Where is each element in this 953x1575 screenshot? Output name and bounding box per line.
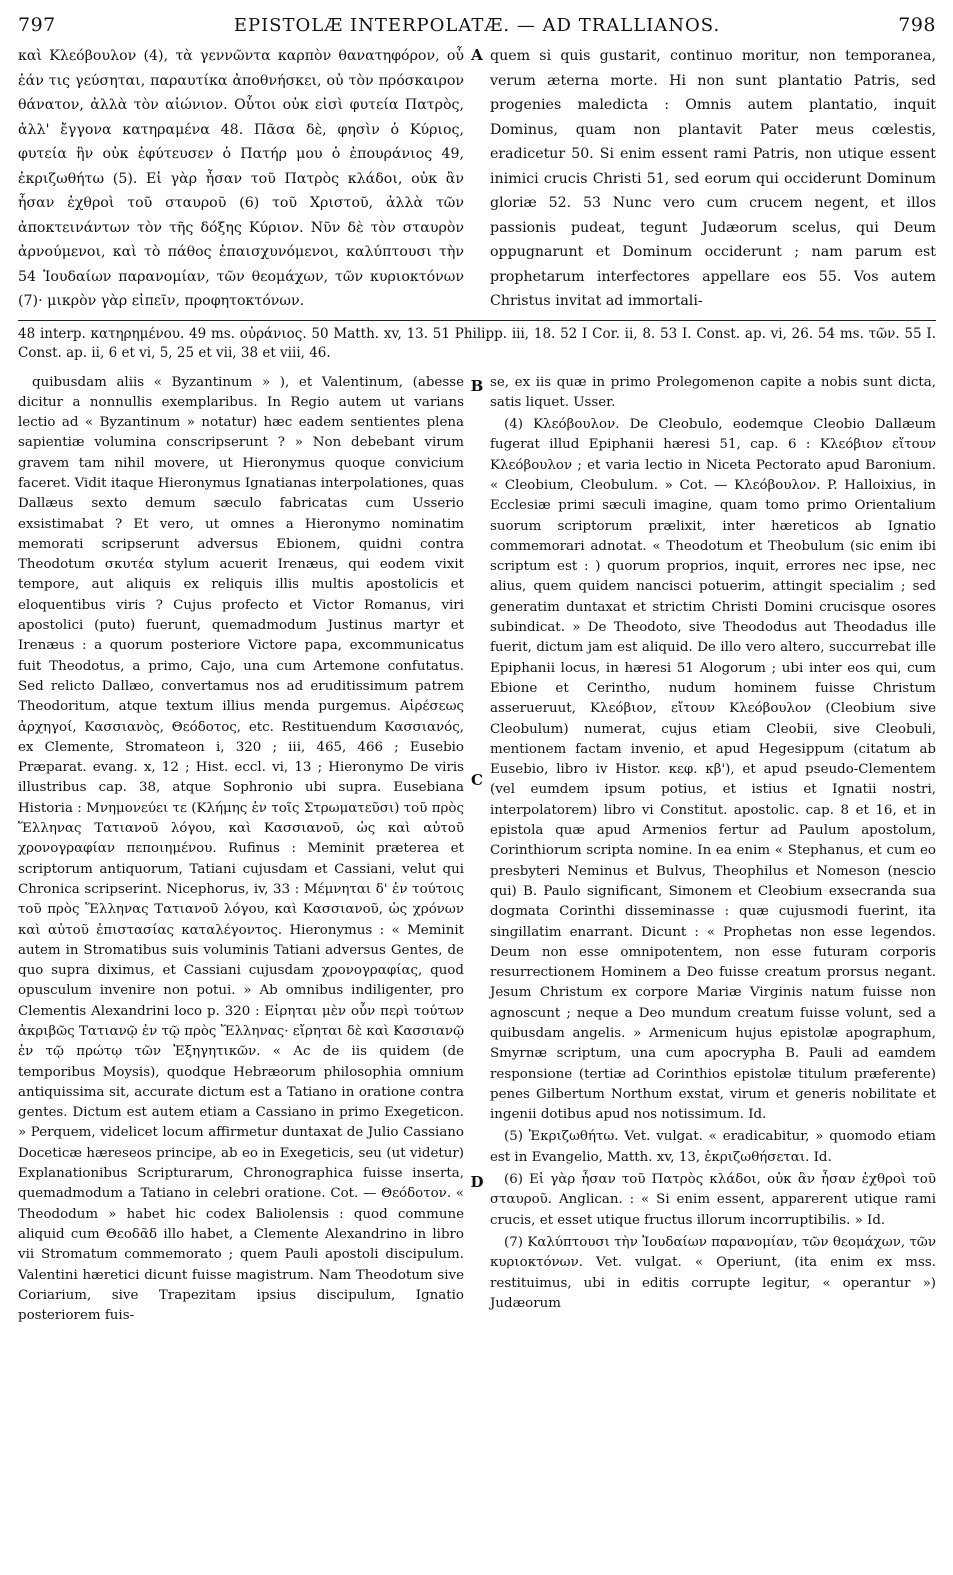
margin-markers-bottom <box>464 373 490 1329</box>
marker-a: A <box>471 46 483 64</box>
commentary-paragraph: (7) Καλύπτουσι τὴν Ἰουδαίων παρανομίαν, τῶν θεομάχων, τῶν κυριοκτόνων. Vet. vulgat. « Operiunt, (ita enim ex mss. restituimus, ubi in editis corrupte legitur, « operantur ») Judæorum <box>490 1234 936 1311</box>
marker-c: C <box>471 770 483 789</box>
page-header <box>18 14 936 36</box>
page <box>18 14 936 1328</box>
latin-column <box>490 44 936 314</box>
greek-text: καὶ Κλεόβουλον (4), τὰ γεννῶντα καρπὸν θανατηφόρον, οὗ ἐάν τις γεύσηται, παραυτίκα ἀποθνήσκει, οὐ τὸν πρόσκαιρον θάνατον, ἀλλὰ τὸν αἰώνιον. Οὗτοι οὐκ εἰσὶ φυτεία Πατρὸς, ἀλλ' ἔγγονα κατηραμένα 48. Πᾶσα δὲ, φησὶν ὁ Κύριος, φυτεία ἣν οὐκ ἐφύτευσεν ὁ Πατήρ μου ὁ ἐπουράνιος 49, ἐκριζωθήτω (5). Εἰ γὰρ ἦσαν τοῦ Πατρὸς κλάδοι, οὐκ ἂν ἦσαν ἐχθροὶ τοῦ σταυροῦ (6) τοῦ Χριστοῦ, ἀλλὰ τῶν ἀποκτεινάντων τὸν τῆς δόξης Κύριον. Νῦν δὲ τὸν σταυρὸν ἀρνούμενοι, καὶ τὸ πάθος ἐπαισχυνόμενοι, καλύπτουσι τὴν 54 Ἰουδαίων παρανομίαν, τῶν θεομάχων, τῶν κυριοκτόνων (7)· μικρὸν γὰρ εἰπεῖν, προφητοκτόνων. <box>18 48 464 309</box>
running-title: EPISTOLÆ INTERPOLATÆ. — AD TRALLIANOS. <box>233 15 721 36</box>
commentary-paragraph: (5) Ἐκριζωθήτω. Vet. vulgat. « eradicabitur, » quomodo etiam est in Evangelio, Matth. xv, 13, ἐκριζωθήσεται. Id. <box>490 1129 936 1165</box>
margin-markers-top <box>464 44 490 314</box>
main-text <box>18 44 936 314</box>
commentary-paragraph: (6) Εἰ γὰρ ἦσαν τοῦ Πατρὸς κλάδοι, οὐκ ἂν ἦσαν ἐχθροὶ τοῦ σταυροῦ. Anglican. : « Si enim essent, apparerent utique rami crucis, et esset utique fructus illorum incorruptibilis. » Id. <box>490 1172 936 1228</box>
left-page-number: 797 <box>18 14 56 36</box>
commentary-paragraph: (4) Κλεόβουλον. De Cleobulo, eodemque Cleobio Dallæum fugerat illud Epiphanii hæresi 51, cap. 6 : Κλεόβιον εἴτουν Κλεόβουλον ; et varia lectio in Niceta Pectorato apud Baronium. « Cleobium, Cleobulum. » Cot. — Κλεόβουλον. P. Halloixius, in Ecclesiæ primi sæculi imagine, quam tomo primo Orientalium suorum scriptorum prælixit, inter hæreticos ab Ignatio commemorari adnotat. « Theodotum et Theobulum (sic enim ibi scriptum est : ) quorum proprios, inquit, errores nec ipse, nec alius, quem quidem nancisci potuerim, attingit specialim ; sed generatim duntaxat et strictim Christi Domini crucisque osores subindicat. » De Theodoto, sive Theododus aut Theodadus ille fuerit, dictum jam est aliquid. De illo vero altero, succurrebat ille Epiphanii locus, in hæresi 51 Alogorum ; ubi inter eos qui, cum Ebione et Cerintho, nudum hominem fuisse Christum asserueruut, Κλεόβιον, εἴτουν Κλεόβουλον (Cleobium sive Cleobulum) numerat, cujus etiam Cleobii, sive Cleobuli, mentionem factam invenio, et apud Hegesippum (citatum ab Eusebio, libro iv Histor. κεφ. κβ'), et apud pseudo-Clementem (vel eumdem ipsum potius, et istius et Ignatii nostri, interpolatorem) libro vi Constitut. apostolic. cap. 8 et 16, et in epistola quæ apud Armenios fertur ad Paulum apostolum, Corinthiorum scripta nomine. In ea enim « Stephanus, et cum eo presbyteri Neminus et Bulvus, Theophilus et Nomeson (nescio qui) B. Paulo significant, Simonem et Cleobium exsecranda sua dogmata Corinthi disseminasse : quæ cujusmodi fuerint, ita singillatim enarrant. Dicunt : « Prophetas non esse legendos. Deum non esse omnipotentem, non esse futuram corporis resurrectionem Hominem a Deo fuisse creatum prorsus negant. Jesum Christum ex corpore Mariæ Virginis natum fuisse non agnoscunt ; neque a Deo mundum creatum fuisse volunt, sed a quibusdam angelis. » Armenicum hujus epistolæ apographum, Smyrnæ scriptum, una cum apocrypha B. Pauli ad eamdem responsione (tertiæ ad Corinthios epistolæ titulum præferente) penes Gilbertum Northum exstat, virum et generis nobilitate et ingenii dotibus apud nos notissimum. Id. <box>490 417 936 1123</box>
footnotes: 48 interp. κατηρημένου. 49 ms. οὐράνιος. 50 Matth. xv, 13. 51 Philipp. iii, 18. 52 I Cor. ii, 8. 53 I. Const. ap. vi, 26. 54 ms. τῶν. 55 I. Const. ap. ii, 6 et vi, 5, 25 et vii, 38 et viii, 46. <box>18 325 936 361</box>
commentary-paragraph: quibusdam aliis « Byzantinum » ), et Valentinum, (abesse dicitur a nonnullis exemplaribus. In Regio autem ut varians lectio ad « Byzantinum » notatur) hæc eadem sentientes plena sapientiæ volumina conscripserunt ? » Non debebant virum gravem tam nihil movere, ut Hieronymus quoque convicium faceret. Vidit itaque Hieronymus Ignatianas interpolationes, quas Dallæus sexto demum sæculo fabricatas cum Usserio exsistimabat ? Et vero, ut omnes a Hieronymo nominatim memorati scripserunt adversus Ebionem, quidni contra Theodotum σκυτέα stylum acuerit Irenæus, qui eodem vixit tempore, aut aliquis ex reliquis illis multis apostolicis et eloquentibus viris ? Cujus profecto et Victor Romanus, viri apostolici (puto) fuerunt, quemadmodum Justinus martyr et Irenæus : a quorum posteriore Victore papa, excommunicatus fuit Theodotus, a primo, Cajo, una cum Artemone confutatus. Sed relicto Dallæo, convertamus nos ad eruditissimum patrem Theodoritum, atque textum illius menda purgemus. Αἱρέσεως ἀρχηγοί, Κασσιανὸς, Θεόδοτος, etc. Restituendum Κασσιανός, ex Clemente, Stromateon i, 320 ; iii, 465, 466 ; Eusebio Præparat. evang. x, 12 ; Hist. eccl. vi, 13 ; Hieronymo De viris illustribus cap. 38, atque Sophronio ubi supra. Eusebiana Historia : Μνημονεύει τε (Κλήμης ἐν τοῖς Στρωματεῦσι) τοῦ πρὸς Ἕλληνας Τατιανοῦ λόγου, καὶ Κασσιανοῦ, ὡς καὶ αὐτοῦ χρονογραφίαν πεποιημένου. Rufinus : Meminit præterea et scriptorum antiquorum, Tatiani cujusdam et Cassiani, velut qui Chronica scripserint. Nicephorus, iv, 33 : Μέμνηται δ' ἐν τούτοις τοῦ πρὸς Ἕλληνας Τατιανοῦ λόγου, καὶ Κασσιανοῦ, ὡς χρόνων καὶ αὐτοῦ ἐπιστασίας καταλέγοντος. Hieronymus : « Meminit autem in Stromatibus suis voluminis Tatiani adversus Gentes, de quo supra diximus, et Cassiani cujusdam χρονογραφίας, quod opusculum invenire non potui. » Ab omnibus indiligenter, pro Clementis Alexandrini loco p. 320 : Εἰρηται μὲν οὖν περὶ τούτων ἀκριβῶς Τατιανῷ ἐν τῷ πρὸς Ἕλληνας· εἴρηται δὲ καὶ Κασσιανῷ ἐν τῷ πρώτῳ τῶν Ἐξηγητικῶν. « Ac de iis quidem (de temporibus Moysis), quodque Hebræorum philosophia omnium antiquissima sit, accurate dictum est a Tatiano in oratione contra gentes. Dictum est autem etiam a Cassiano in primo Exegeticon. » Perquem, videlicet locum affirmetur duntaxat de Julio Cassiano Doceticæ hæreseos principe, ab eo in Exegeticis, seu (ut videtur) Explanationibus Scripturarum, Chronographica fuisse inserta, quemadmodum a Tatiano in celebri oratione. Cot. — Θεόδοτον. « Theododum » habet hic codex Baliolensis : quod commune aliquid cum Θεοδᾶδ illo habet, a Clemente Alexandrino in libro vii Stromatum commemorato ; quem Pauli apostoli discipulum. Valentini hæretici dicunt fuisse magistrum. Nam Theodotum sive Coriarium, sive Trapezitam ipsius discipulum, Ignatio posteriorem fuis- <box>18 374 464 1324</box>
commentary <box>18 373 936 1329</box>
right-page-number: 798 <box>898 14 936 36</box>
marker-b: B <box>470 376 484 395</box>
commentary-left-column <box>18 373 464 1329</box>
commentary-paragraph: se, ex iis quæ in primo Prolegomenon capite a nobis sunt dicta, satis liquet. Usser. <box>490 374 936 410</box>
latin-text: quem si quis gustarit, continuo moritur, non temporanea, verum æterna morte. Hi non sunt plantatio Patris, sed progenies maledicta : Omnis autem plantatio, inquit Dominus, quam non plantavit Pater meus cœlestis, eradicetur 50. Si enim essent rami Patris, non utique essent inimici crucis Christi 51, sed eorum qui occiderunt Dominum gloriæ 52. 53 Nunc vero cum crucem negent, et illos passionis pudeat, tegunt Judæorum scelus, qui Deum oppugnarunt et Dominum occiderunt ; nam parum est prophetarum interfectores appellare eos 55. Vos autem Christus invitat ad immortali- <box>490 48 936 309</box>
greek-column <box>18 44 464 314</box>
separator-rule <box>18 320 936 321</box>
commentary-right-column <box>490 373 936 1329</box>
marker-d: D <box>470 1172 484 1191</box>
